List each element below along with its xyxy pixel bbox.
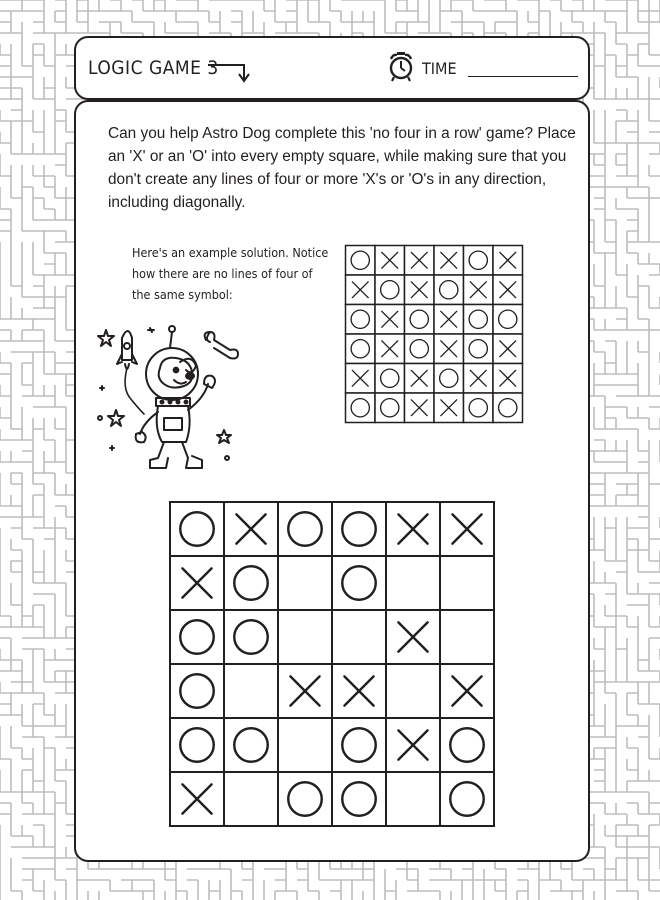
- example-cell-r2-c2: [375, 275, 405, 305]
- example-cell-r6-c5: [464, 393, 494, 423]
- puzzle-cell-r3-c1: [170, 610, 224, 664]
- instructions-text: Can you help Astro Dog complete this 'no four in a row' game? Place an 'X' or an 'O' into every empty square, while making sure that you don't create any lines of four or more 'X's or 'O's in any direction, including diagonally.: [108, 125, 576, 211]
- example-cell-r1-c4: [434, 246, 464, 276]
- puzzle-cell-r6-c3: [278, 772, 332, 826]
- puzzle-cell-r5-c1: [170, 718, 224, 772]
- example-cell-r5-c2: [375, 364, 405, 394]
- example-note: Here's an example solution. Notice how there are no lines of four of the same symbol:: [132, 245, 329, 302]
- puzzle-cell-r6-c4: [332, 772, 386, 826]
- example-cell-r5-c5: [464, 364, 494, 394]
- example-cell-r5-c4: [434, 364, 464, 394]
- example-cell-r4-c5: [464, 334, 494, 364]
- puzzle-cell-r4-c3: [278, 664, 332, 718]
- puzzle-cell-r2-c5[interactable]: [386, 556, 440, 610]
- example-cell-r2-c4: [434, 275, 464, 305]
- puzzle-cell-r2-c1: [170, 556, 224, 610]
- example-cell-r2-c3: [405, 275, 435, 305]
- example-cell-r5-c6: [493, 364, 523, 394]
- puzzle-cell-r5-c5: [386, 718, 440, 772]
- example-cell-r3-c4: [434, 305, 464, 335]
- puzzle-cell-r4-c6: [440, 664, 494, 718]
- example-cell-r3-c2: [375, 305, 405, 335]
- header-bar: [74, 36, 590, 100]
- puzzle-cell-r1-c3: [278, 502, 332, 556]
- example-solution-grid: [344, 244, 526, 426]
- game-panel: [74, 100, 590, 862]
- example-cell-r4-c6: [493, 334, 523, 364]
- puzzle-cell-r3-c3[interactable]: [278, 610, 332, 664]
- time-entry-line[interactable]: [468, 76, 578, 77]
- puzzle-cell-r2-c6[interactable]: [440, 556, 494, 610]
- example-cell-r6-c1: [346, 393, 376, 423]
- example-cell-r5-c1: [346, 364, 376, 394]
- puzzle-grid[interactable]: [168, 500, 498, 830]
- example-cell-r4-c2: [375, 334, 405, 364]
- puzzle-cell-r6-c1: [170, 772, 224, 826]
- puzzle-cell-r3-c4[interactable]: [332, 610, 386, 664]
- example-cell-r1-c5: [464, 246, 494, 276]
- puzzle-cell-r4-c5[interactable]: [386, 664, 440, 718]
- puzzle-cell-r5-c4: [332, 718, 386, 772]
- example-cell-r1-c1: [346, 246, 376, 276]
- puzzle-cell-r5-c2: [224, 718, 278, 772]
- example-cell-r1-c2: [375, 246, 405, 276]
- puzzle-cell-r5-c6: [440, 718, 494, 772]
- puzzle-cell-r1-c2: [224, 502, 278, 556]
- puzzle-cell-r4-c4: [332, 664, 386, 718]
- puzzle-cell-r2-c3[interactable]: [278, 556, 332, 610]
- puzzle-cell-r3-c6[interactable]: [440, 610, 494, 664]
- example-cell-r2-c1: [346, 275, 376, 305]
- time-label: TIME: [422, 59, 457, 78]
- example-cell-r2-c5: [464, 275, 494, 305]
- example-cell-r1-c6: [493, 246, 523, 276]
- puzzle-cell-r1-c5: [386, 502, 440, 556]
- example-cell-r4-c4: [434, 334, 464, 364]
- example-cell-r5-c3: [405, 364, 435, 394]
- puzzle-cell-r3-c5: [386, 610, 440, 664]
- puzzle-cell-r1-c4: [332, 502, 386, 556]
- puzzle-cell-r6-c5[interactable]: [386, 772, 440, 826]
- example-cell-r6-c3: [405, 393, 435, 423]
- example-cell-r6-c6: [493, 393, 523, 423]
- example-cell-r2-c6: [493, 275, 523, 305]
- astro-dog-illustration: [92, 318, 242, 478]
- puzzle-cell-r2-c2: [224, 556, 278, 610]
- example-cell-r3-c6: [493, 305, 523, 335]
- puzzle-cell-r4-c1: [170, 664, 224, 718]
- puzzle-cell-r1-c1: [170, 502, 224, 556]
- puzzle-cell-r5-c3[interactable]: [278, 718, 332, 772]
- example-cell-r1-c3: [405, 246, 435, 276]
- example-cell-r6-c4: [434, 393, 464, 423]
- puzzle-cell-r1-c6: [440, 502, 494, 556]
- puzzle-cell-r6-c6: [440, 772, 494, 826]
- puzzle-cell-r2-c4: [332, 556, 386, 610]
- example-cell-r3-c1: [346, 305, 376, 335]
- example-cell-r3-c3: [405, 305, 435, 335]
- example-cell-r4-c1: [346, 334, 376, 364]
- puzzle-cell-r3-c2: [224, 610, 278, 664]
- alarm-clock-icon: [384, 50, 418, 84]
- page-title: LOGIC GAME 3: [88, 57, 219, 79]
- puzzle-cell-r4-c2[interactable]: [224, 664, 278, 718]
- arrow-down-right-icon: [206, 56, 252, 84]
- puzzle-cell-r6-c2[interactable]: [224, 772, 278, 826]
- example-cell-r6-c2: [375, 393, 405, 423]
- example-cell-r3-c5: [464, 305, 494, 335]
- example-cell-r4-c3: [405, 334, 435, 364]
